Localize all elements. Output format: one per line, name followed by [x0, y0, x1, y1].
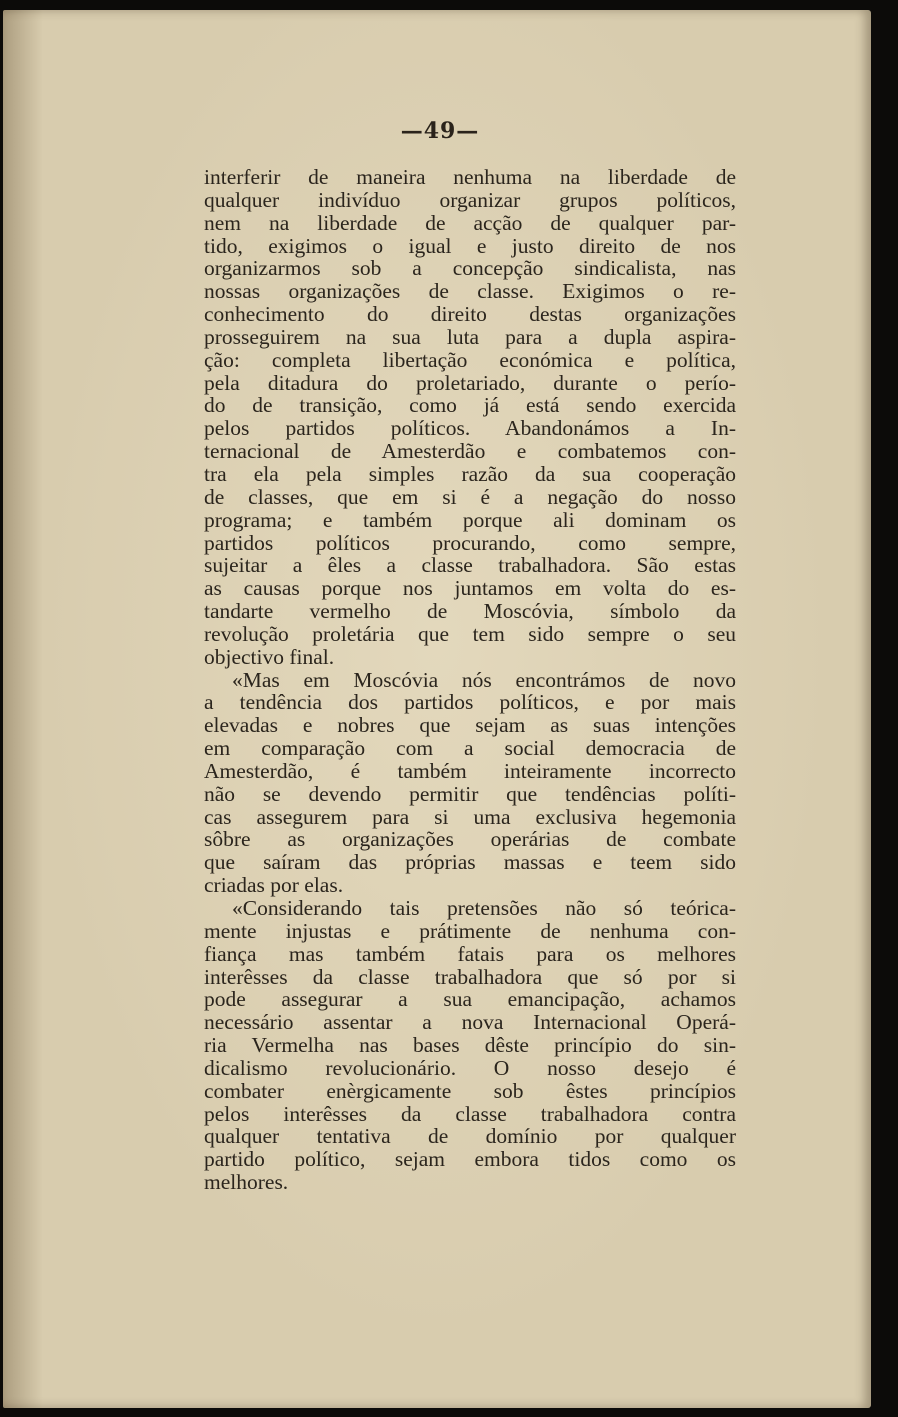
text-line: necessário assentar a nova Internacional Operá-	[204, 1010, 736, 1035]
text-line: as causas porque nos juntamos em volta do es-	[204, 576, 736, 601]
text-line: do de transição, como já está sendo exercida	[204, 393, 736, 418]
text-line: que saíram das próprias massas e teem sido	[204, 850, 736, 875]
text-line: tido, exigimos o igual e justo direito de nos	[204, 233, 736, 258]
text-line: pelos interêsses da classe trabalhadora contra	[204, 1101, 736, 1126]
text-line: objectivo final.	[204, 644, 335, 669]
text-line: pela ditadura do proletariado, durante o perío-	[204, 370, 736, 395]
text-line: fiança mas também fatais para os melhores	[204, 941, 736, 966]
text-line: qualquer indivíduo organizar grupos políticos,	[204, 187, 736, 212]
text-line: «Mas em Moscóvia nós encontrámos de novo	[232, 667, 736, 692]
text-line: dicalismo revolucionário. O nosso desejo é	[204, 1055, 736, 1080]
text-line: partido político, sejam embora tidos como os	[204, 1147, 736, 1172]
text-line: mente injustas e prátimente de nenhuma con-	[204, 918, 736, 943]
text-line: «Considerando tais pretensões não só teórica-	[232, 896, 736, 920]
text-line: conhecimento do direito destas organizações	[204, 302, 736, 327]
text-line: combater enèrgicamente sob êstes princípios	[204, 1078, 736, 1103]
text-line: programa; e também porque ali dominam os	[204, 507, 736, 532]
text-line: interferir de maneira nenhuma na liberdade de	[204, 165, 736, 189]
page-number: —49—	[400, 118, 480, 144]
text-line: criadas por elas.	[204, 873, 344, 898]
text-line: nem na liberdade de acção de qualquer par-	[204, 210, 736, 235]
text-line: sôbre as organizações operárias de combate	[204, 827, 736, 852]
text-line: melhores.	[204, 1170, 289, 1195]
text-line: elevadas e nobres que sejam as suas intenções	[204, 713, 736, 738]
text-line: tandarte vermelho de Moscóvia, símbolo da	[204, 599, 736, 624]
text-line: cas assegurem para si uma exclusiva hegemonia	[204, 804, 736, 829]
text-line: nossas organizações de classe. Exigimos o re-	[204, 279, 736, 304]
text-line: ção: completa libertação económica e política,	[204, 347, 736, 372]
text-line: organizarmos sob a concepção sindicalista, nas	[204, 256, 736, 281]
text-line: partidos políticos procurando, como sempre,	[204, 530, 736, 555]
text-line: interêsses da classe trabalhadora que só por si	[204, 964, 736, 989]
text-line: pelos partidos políticos. Abandonámos a In-	[204, 416, 736, 441]
body-text	[204, 166, 736, 1194]
text-line: sujeitar a êles a classe trabalhadora. São estas	[204, 553, 736, 578]
text-line: pode assegurar a sua emancipação, achamos	[204, 987, 736, 1012]
text-line: ternacional de Amesterdão e combatemos con-	[204, 439, 736, 464]
text-line: ria Vermelha nas bases dêste princípio do sin-	[204, 1033, 736, 1058]
text-line: qualquer tentativa de domínio por qualquer	[204, 1124, 736, 1149]
text-line: tra ela pela simples razão da sua cooperação	[204, 461, 736, 486]
text-line: em comparação com a social democracia de	[204, 736, 736, 761]
text-line: de classes, que em si é a negação do nosso	[204, 484, 736, 509]
text-line: prosseguirem na sua luta para a dupla aspira-	[204, 324, 736, 349]
text-line: revolução proletária que tem sido sempre o seu	[204, 621, 736, 646]
text-line: Amesterdão, é também inteiramente incorrecto	[204, 758, 736, 783]
text-line: a tendência dos partidos políticos, e por mais	[204, 690, 736, 715]
text-line: não se devendo permitir que tendências políti-	[204, 781, 736, 806]
